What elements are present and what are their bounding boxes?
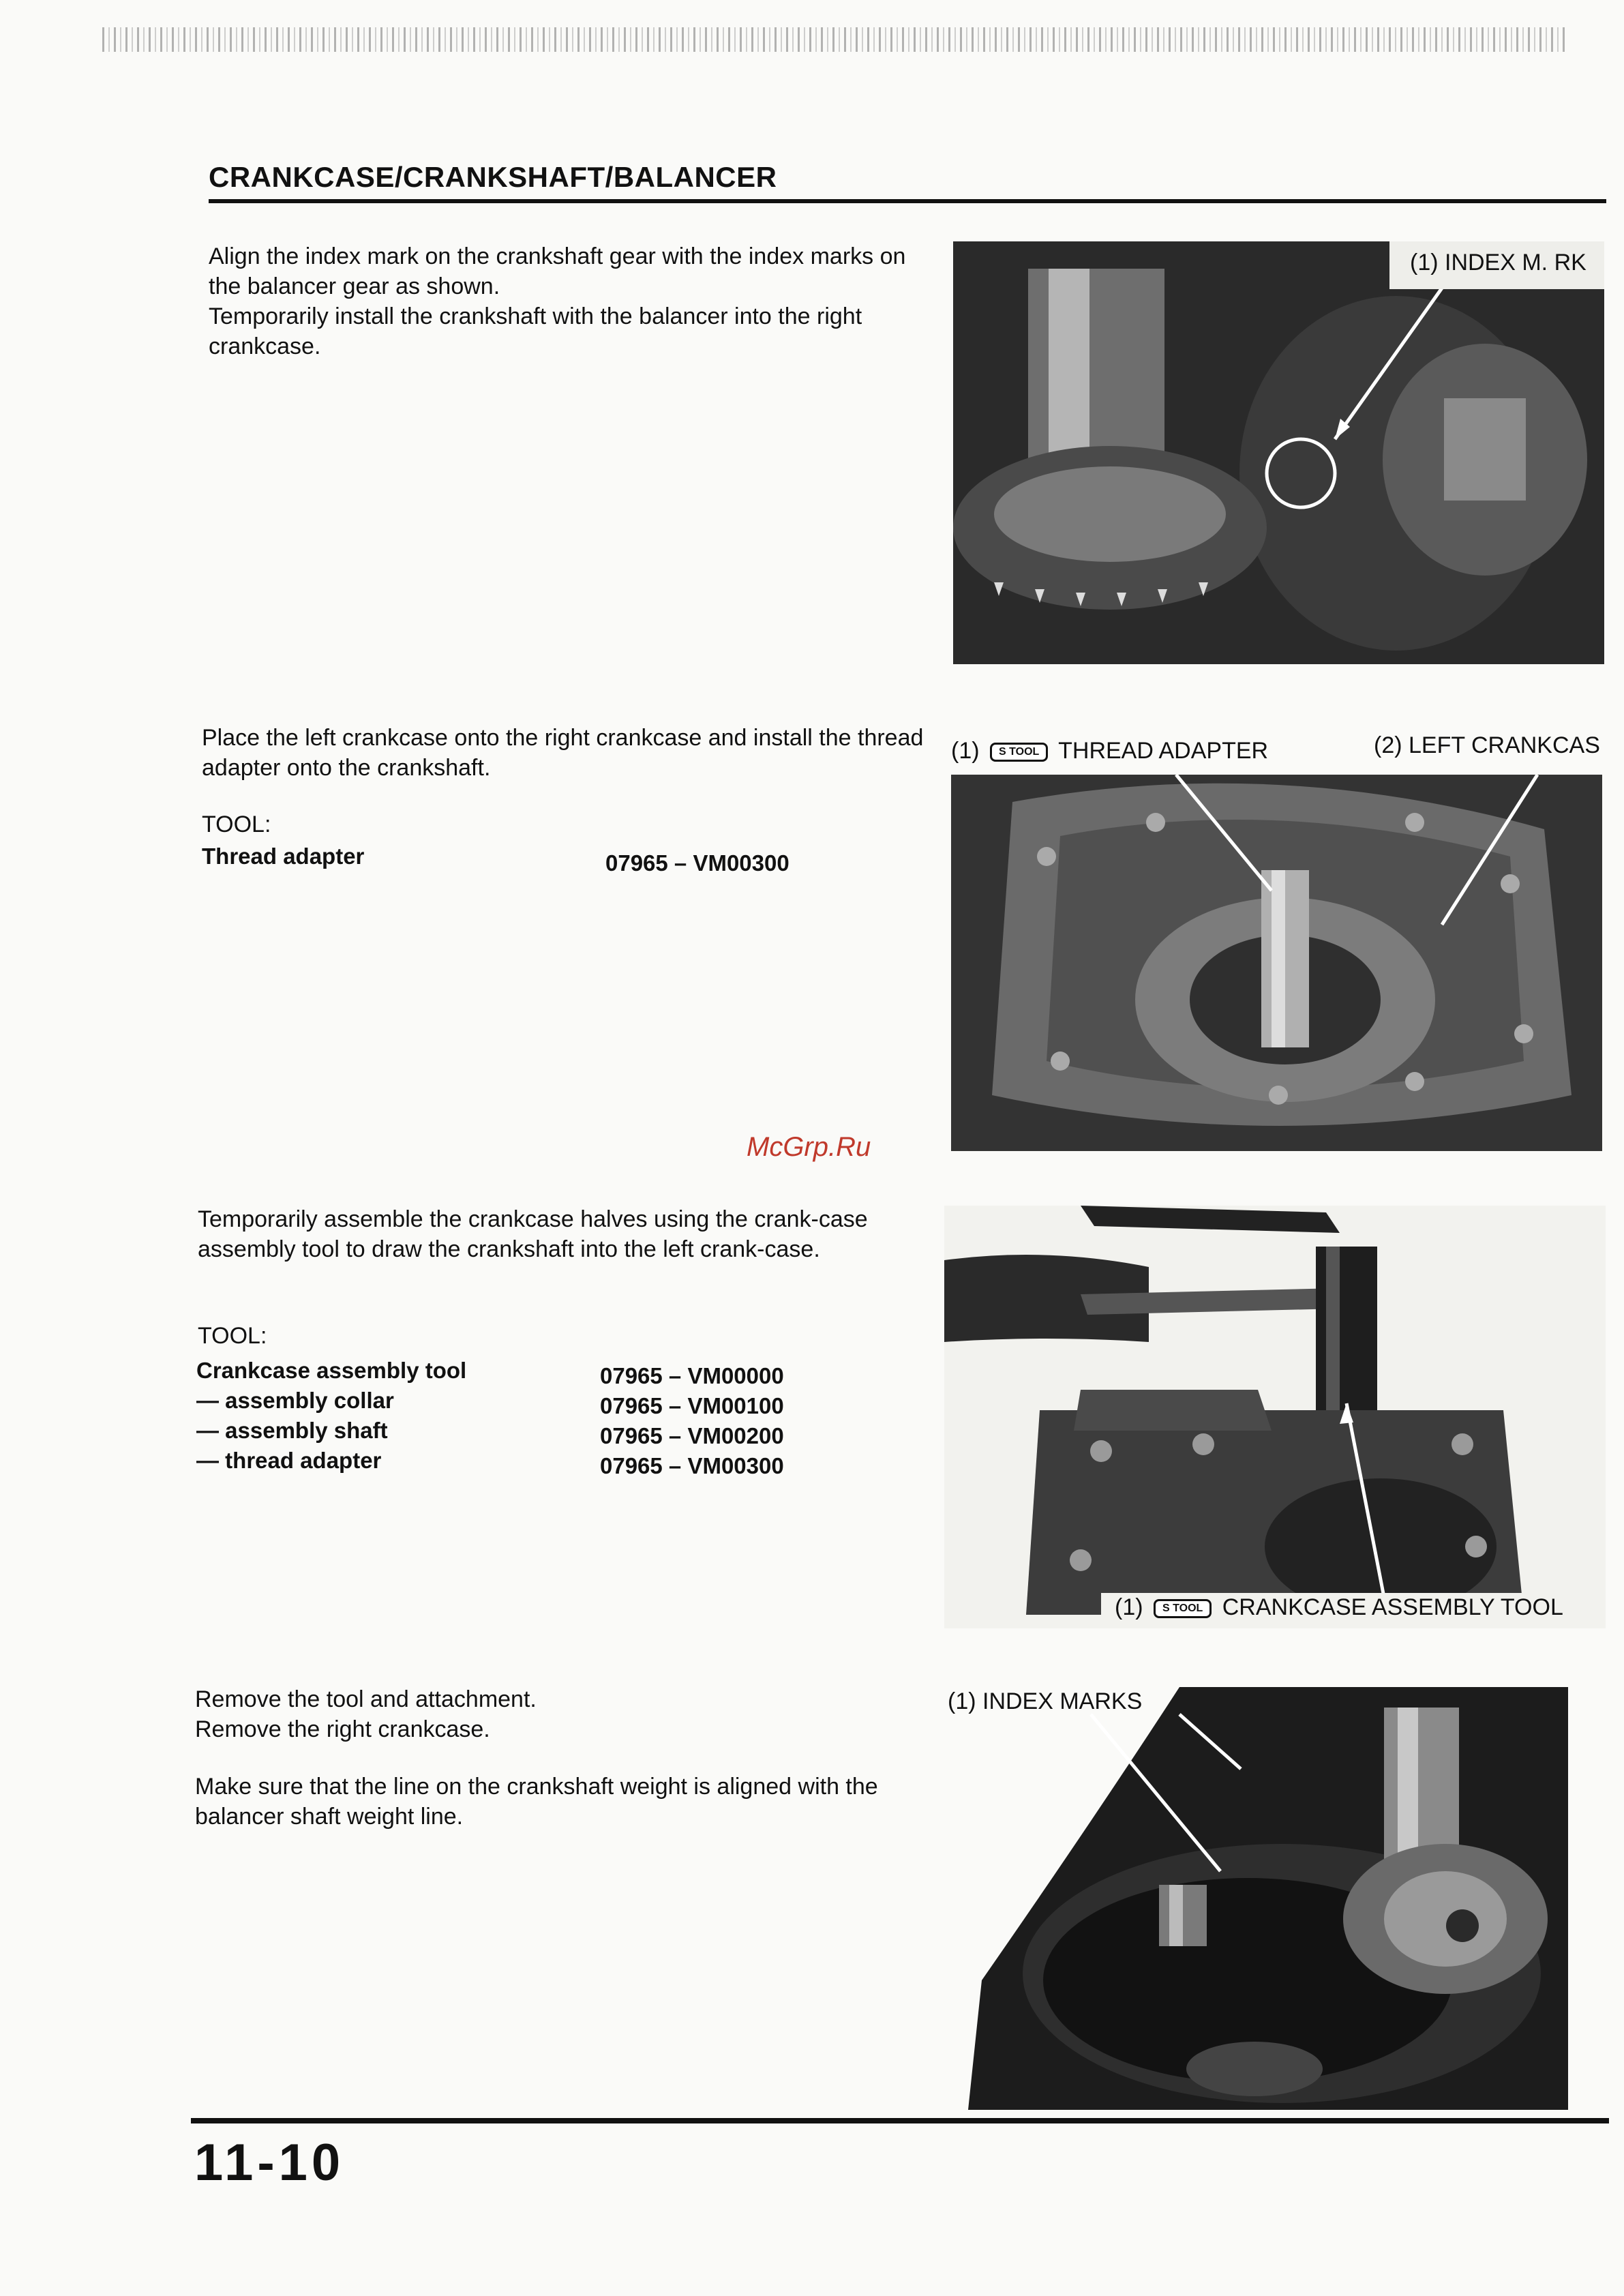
- balancer-weight-image: [954, 1687, 1568, 2110]
- section-4-text-2: Make sure that the line on the crankshaft weight is aligned with the balancer shaft weight line.: [195, 1774, 878, 1830]
- figure-2-caption-2: (2) LEFT CRANKCAS: [1374, 732, 1600, 758]
- figure-4-caption: (1) INDEX MARKS: [948, 1688, 1143, 1714]
- section-2-tool-heading: TOOL:: [202, 811, 271, 837]
- tool-number: 07965 – VM00300: [600, 1453, 784, 1478]
- figure-3-photo: [944, 1206, 1606, 1628]
- section-2-text: Place the left crankcase onto the right crankcase and install the thread adapter onto the crankshaft.: [202, 725, 924, 781]
- section-3-tool-heading: TOOL:: [198, 1323, 267, 1349]
- figure-3-caption-text: CRANKCASE ASSEMBLY TOOL: [1222, 1594, 1563, 1620]
- watermark: McGrp.Ru: [747, 1132, 871, 1162]
- tool-name: — assembly shaft: [196, 1418, 388, 1443]
- section-3-text: Temporarily assemble the crankcase halves using the crank-case assembly tool to draw the crankshaft into the left crank-case.: [198, 1206, 868, 1262]
- tool-name: Crankcase assembly tool: [196, 1358, 467, 1383]
- scan-artifact: [102, 27, 1568, 52]
- tool-number: 07965 – VM00000: [600, 1363, 784, 1388]
- page-number: 11-10: [194, 2134, 345, 2192]
- figure-3-caption: [1115, 1594, 1563, 1621]
- special-tool-badge: S TOOL: [1154, 1599, 1212, 1618]
- section-1-text: Align the index mark on the crankshaft gear with the index marks on the balancer gear as shown. Temporarily install the crankshaft with the balancer into the right crankcase.: [209, 243, 906, 359]
- figure-2-caption-1-text: THREAD ADAPTER: [1058, 738, 1269, 764]
- header-rule: [209, 199, 1606, 203]
- tool-number: 07965 – VM00200: [600, 1423, 784, 1448]
- figure-4-photo: [954, 1687, 1568, 2110]
- figure-1-photo: [953, 241, 1604, 664]
- figure-2-caption-1: [951, 738, 1268, 764]
- tool-name: — assembly collar: [196, 1388, 394, 1413]
- footer-rule: [191, 2118, 1609, 2123]
- special-tool-badge: S TOOL: [990, 743, 1048, 762]
- tool-name: Thread adapter: [202, 844, 365, 869]
- figure-3-caption-num: (1): [1115, 1594, 1143, 1620]
- section-4-text: Remove the tool and attachment. Remove the right crankcase.: [195, 1686, 537, 1742]
- tool-number: 07965 – VM00300: [605, 850, 790, 876]
- page-title: CRANKCASE/CRANKSHAFT/BALANCER: [209, 161, 777, 193]
- crankcase-image: [951, 775, 1602, 1151]
- tool-name: — thread adapter: [196, 1448, 382, 1473]
- figure-2-photo: [951, 775, 1602, 1151]
- figure-2-caption-1-num: (1): [951, 738, 980, 764]
- gear-image: [953, 241, 1604, 664]
- tool-number: 07965 – VM00100: [600, 1393, 784, 1418]
- figure-1-caption: (1) INDEX M. RK: [1410, 250, 1587, 275]
- assembly-tool-image: [944, 1206, 1606, 1628]
